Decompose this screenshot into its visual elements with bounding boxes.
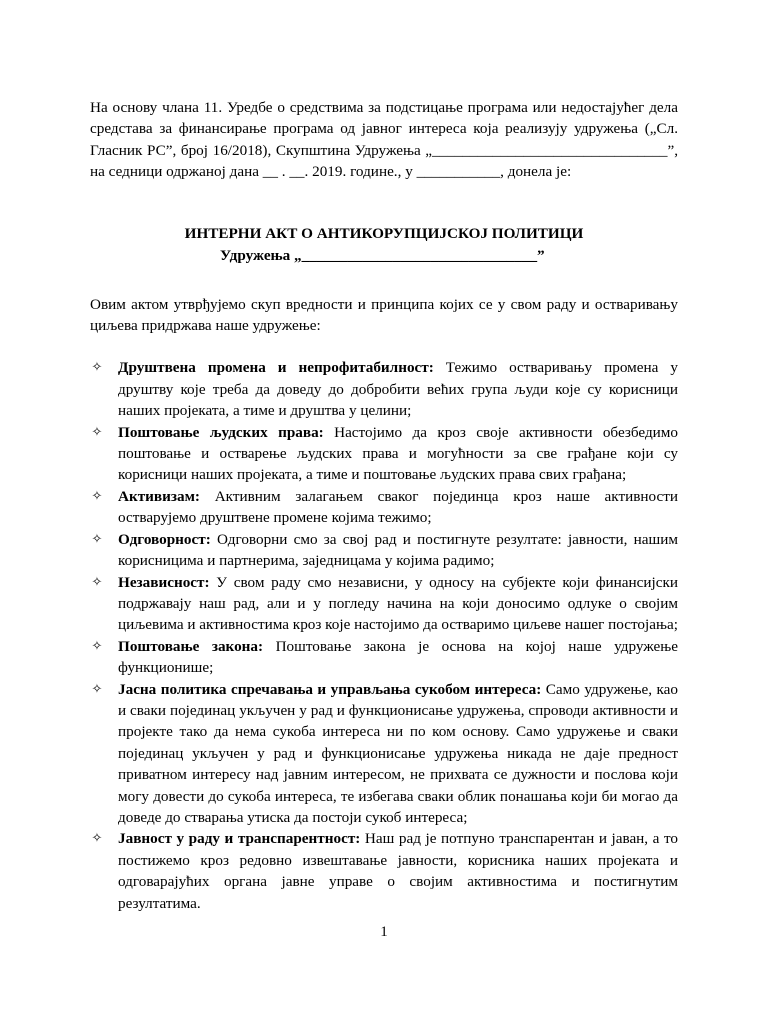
item-term: Активизам:	[118, 487, 200, 505]
item-text: Наш рад је потпуно транспарентан и јаван, а то постижемо кроз редовно извештавање јавности, корисника наших пројеката и одговарајућих органа јавне управе о својим активностима и постигнутим резултатима.	[118, 830, 678, 912]
list-item	[90, 828, 678, 914]
list-item	[90, 486, 678, 529]
item-term: Друштвена промена и непрофитабилност:	[118, 359, 434, 377]
diamond-bullet-icon: ✧	[91, 531, 103, 547]
item-text: Тежимо остваривању промена у друштву које треба да доведу до добробити већих група људи које су корисници наших пројеката, а тиме и друштва у целини;	[118, 359, 678, 420]
list-item	[90, 529, 678, 572]
diamond-bullet-icon: ✧	[91, 681, 103, 697]
diamond-bullet-icon: ✧	[91, 360, 103, 376]
diamond-bullet-icon: ✧	[91, 488, 103, 504]
list-item	[90, 422, 678, 486]
item-text: Само удружење, као и сваки појединац укључен у рад и функционисање удружења, спроводи активности и пројекте тако да нема сукоба интереса ни по ком основу. Само удружење и сваки појединац укључен у рад и функционисање удружења никада не даје предност приватном интересу над јавним интересом, не прихвата се дужности и послова који могу довести до сукоба интереса, те избегава сваки облик понашања који би могао да доведе до стварања утиска да постоји сукоб интереса;	[118, 680, 678, 826]
diamond-bullet-icon: ✧	[91, 638, 103, 654]
principles-list	[90, 357, 678, 914]
diamond-bullet-icon: ✧	[91, 424, 103, 440]
item-text: Активним залагањем сваког појединца кроз наше активности остварујемо друштвене промене којима тежимо;	[118, 487, 678, 527]
item-text: У свом раду смо независни, у односу на субјекте који финансијски подржавају наш рад, али и у погледу начина на који доносимо одлуке о својим циљевима и активностима кроз које настојимо да остваримо циљеве нашег постојања;	[118, 573, 678, 634]
page-number: 1	[380, 924, 388, 940]
document-title: ИНТЕРНИ АКТ О АНТИКОРУПЦИЈСКОЈ ПОЛИТИЦИ	[184, 224, 584, 242]
diamond-bullet-icon: ✧	[91, 831, 103, 847]
diamond-bullet-icon: ✧	[91, 574, 103, 590]
list-item	[90, 357, 678, 421]
preamble-paragraph: Овим актом утврђујемо скуп вредности и принципа којих се у свом раду и остваривању циљева придржава наше удружење:	[90, 295, 678, 335]
item-term: Одговорност:	[118, 530, 211, 548]
item-text: Одговорни смо за свој рад и постигнуте резултате: јавности, нашим корисницима и партнерима, заједницама у којима радимо;	[118, 530, 678, 570]
item-term: Јавност у раду и транспарентност:	[118, 830, 361, 848]
item-term: Јасна политика спречавања и управљања сукобом интереса:	[118, 680, 542, 698]
item-term: Поштовање људских права:	[118, 423, 324, 441]
list-item	[90, 572, 678, 636]
item-text: Поштовање закона је основа на којој наше удружење функционише;	[118, 637, 679, 677]
document-page	[90, 97, 678, 914]
item-term: Поштовање закона:	[118, 637, 264, 655]
item-term: Независност:	[118, 573, 210, 591]
list-item	[90, 679, 678, 829]
document-subtitle: Удружења „_______________________________”	[220, 246, 545, 264]
item-text: Настојимо да кроз своје активности обезбедимо поштовање и остварење људских права и могућности за све грађане који су корисници наших пројеката, а тиме и поштовање људских права свих грађана;	[118, 423, 678, 484]
list-item	[90, 636, 678, 679]
intro-paragraph: На основу члана 11. Уредбе о средствима за подстицање програма или недостајућег дела средстава за финансирање програма од јавног интереса која реализују удружења („Сл. Гласник РС”, број 16/2018), Скупштина Удружења „_______________________________”, на седници одржаној дана __ . __. 2019. године., у ___________, донела је:	[90, 99, 678, 181]
